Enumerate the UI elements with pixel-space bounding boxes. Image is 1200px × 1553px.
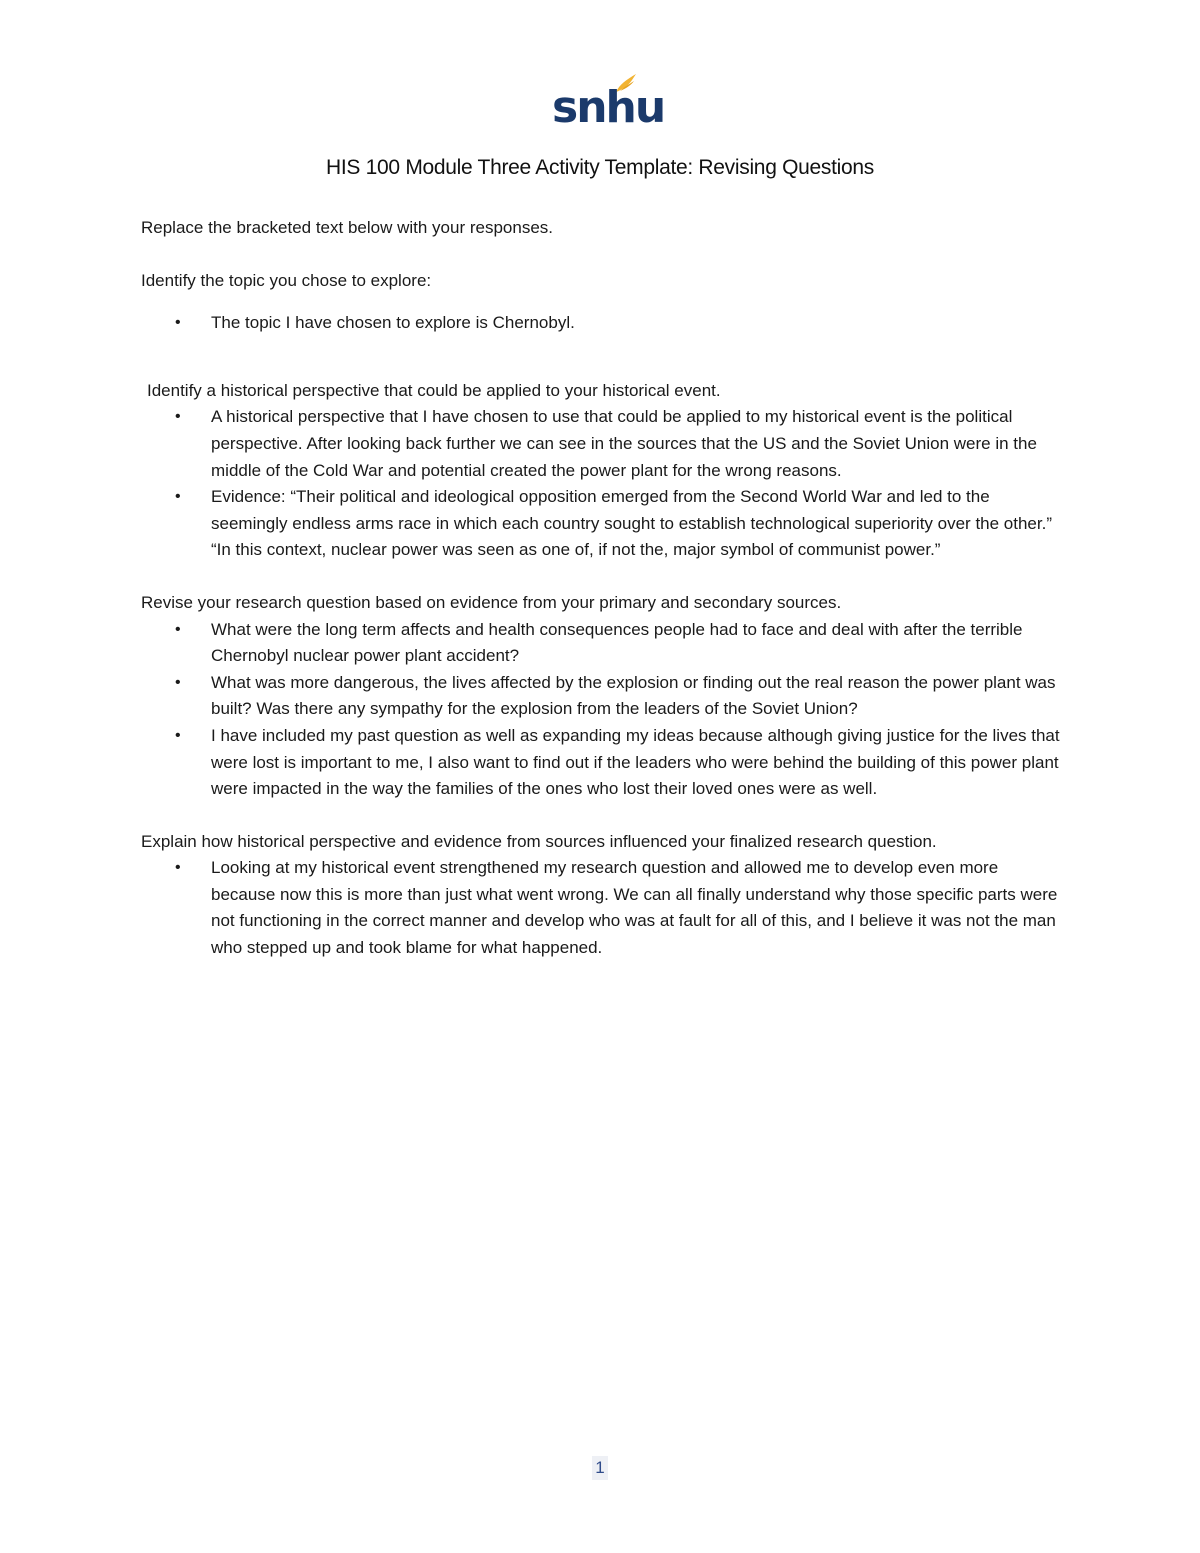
list-item: [141, 855, 1061, 961]
list-item: [141, 484, 1061, 564]
list-item-text: Looking at my historical event strengthened my research question and allowed me to develop even more because now this is more than just what went wrong. We can all finally understand why those specific parts were not functioning in the correct manner and develop who was at fault for all of this, and I believe it was not the man who stepped up and took blame for what happened.: [211, 858, 1058, 958]
list-item-text: What was more dangerous, the lives affected by the explosion or finding out the real reason the power plant was built? Was there any sympathy for the explosion from the leaders of the Soviet Union?: [211, 672, 1056, 719]
list-item: [141, 617, 1061, 670]
bullet-icon: •: [175, 673, 181, 691]
bullet-list-perspective: [141, 404, 1061, 564]
bullet-icon: •: [175, 408, 181, 426]
bullet-icon: •: [175, 488, 181, 506]
document-title: HIS 100 Module Three Activity Template: Revising Questions: [326, 156, 874, 179]
bullet-icon: •: [175, 620, 181, 638]
bullet-list-topic: [141, 310, 1061, 337]
bullet-icon: •: [175, 859, 181, 877]
list-item-text: Evidence: “Their political and ideological opposition emerged from the Second World War and led to the seemingly endless arms race in which each country sought to establish technological superiority over the other.” “In this context, nuclear power was seen as one of, if not the, major symbol of communist power.”: [211, 487, 1052, 560]
section-heading-explain: Explain how historical perspective and evidence from sources influenced your finalized research question.: [141, 831, 937, 851]
list-item-text: The topic I have chosen to explore is Chernobyl.: [211, 313, 575, 333]
instruction-text: Replace the bracketed text below with your responses.: [141, 218, 554, 237]
page-number: 1: [592, 1456, 608, 1480]
logo-wordmark: snhu: [552, 82, 665, 133]
list-item: [141, 404, 1061, 484]
list-item: [141, 670, 1061, 723]
bullet-icon: •: [175, 314, 181, 332]
list-item-text: A historical perspective that I have chosen to use that could be applied to my historical event is the political perspective. After looking back further we can see in the sources that the US and the Soviet Union were in the middle of the Cold War and potential created the power plant for the wrong reasons.: [211, 407, 1037, 480]
section-heading-perspective: Identify a historical perspective that could be applied to your historical event.: [147, 380, 721, 400]
bullet-list-revise: [141, 617, 1061, 803]
list-item-text: I have included my past question as well as expanding my ideas because although giving justice for the lives that were lost is important to me, I also want to find out if the leaders who were behind the building of this power plant were impacted in the way the families of the ones who lost their loved ones were as well.: [211, 725, 1060, 799]
document-body: [141, 215, 1061, 962]
list-item: [141, 310, 1061, 337]
list-item-text: What were the long term affects and health consequences people had to face and deal with after the terrible Chernobyl nuclear power plant accident?: [211, 619, 1023, 666]
section-heading-topic: Identify the topic you chose to explore:: [141, 270, 432, 290]
bullet-list-explain: [141, 855, 1061, 961]
snhu-logo: [552, 70, 665, 136]
bullet-icon: •: [175, 726, 181, 744]
list-item: [141, 723, 1061, 803]
section-heading-revise: Revise your research question based on evidence from your primary and secondary sources.: [141, 592, 842, 612]
